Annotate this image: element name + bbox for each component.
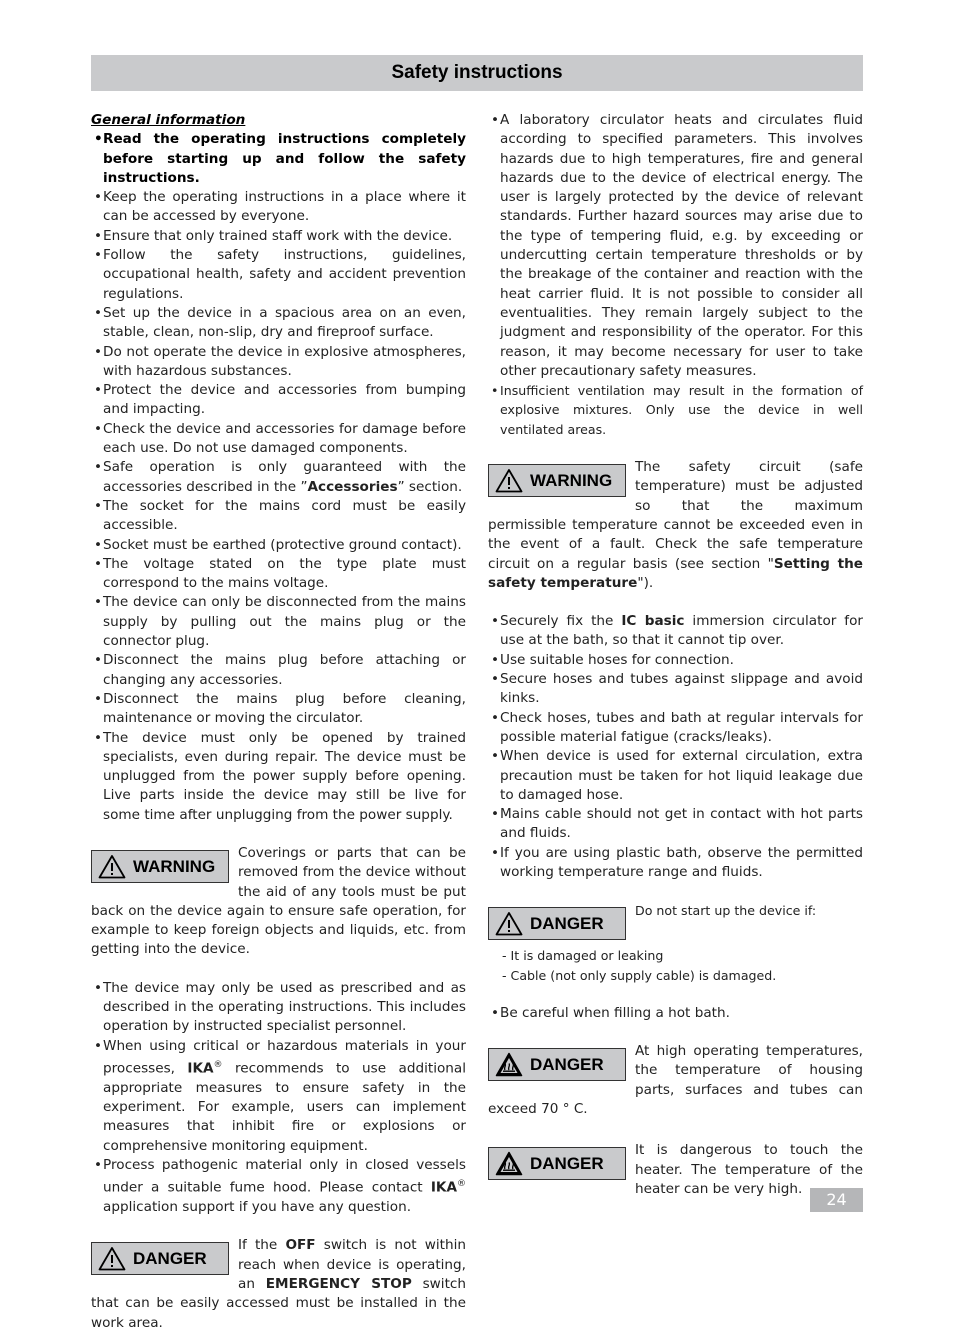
warning-triangle-icon <box>495 911 523 936</box>
list-item: • Read the operating instructions completely before starting up and follow the safety instructions. <box>91 130 466 188</box>
danger-badge <box>488 1048 626 1081</box>
danger-badge <box>488 1147 626 1180</box>
warning-label: WARNING <box>530 470 613 490</box>
list-item: • Mains cable should not get in contact with hot parts and fluids. <box>488 805 863 844</box>
list-item: • Use suitable hoses for connection. <box>488 651 863 670</box>
danger-notice <box>488 901 863 946</box>
list-item: • Check the device and accessories for damage before each use. Do not use damaged components. <box>91 420 466 459</box>
list-item: • Insufficient ventilation may result in the formation of explosive mixtures. Only use the device in well ventilated areas. <box>488 381 863 439</box>
intro-list <box>488 111 863 439</box>
list-item: • Be careful when filling a hot bath. <box>488 1004 863 1023</box>
danger-notice <box>488 1042 863 1119</box>
left-column <box>91 111 466 1333</box>
warning-notice <box>91 844 466 960</box>
warning-label: WARNING <box>133 856 216 876</box>
danger-badge <box>91 1242 229 1275</box>
page-number: 24 <box>810 1188 863 1212</box>
warning-notice <box>488 458 863 593</box>
list-item: • Do not operate the device in explosive atmospheres, with hazardous substances. <box>91 343 466 382</box>
list-item: • Keep the operating instructions in a place where it can be accessed by everyone. <box>91 188 466 227</box>
warning-triangle-icon <box>98 854 126 879</box>
list-item: • Securely fix the IC basic immersion circulator for use at the bath, so that it cannot tip over. <box>488 612 863 651</box>
setup-list <box>488 612 863 882</box>
general-info-list <box>91 130 466 825</box>
list-item: • Disconnect the mains plug before attaching or changing any accessories. <box>91 651 466 690</box>
danger-text: At high operating temperatures, the temperature of housing parts, surfaces and tubes can exceed 70 ° C. <box>488 1043 863 1118</box>
list-item: • Ensure that only trained staff work with the device. <box>91 227 466 246</box>
warning-badge <box>91 850 229 883</box>
list-item: • The device may only be used as prescribed and as described in the operating instructions. This includes operation by instructed specialist personnel. <box>91 979 466 1037</box>
list-item: • The device can only be disconnected from the mains supply by pulling out the mains plug or the connector plug. <box>91 593 466 651</box>
page-title: Safety instructions <box>91 55 863 91</box>
list-item: • If you are using plastic bath, observe the permitted working temperature range and fluids. <box>488 844 863 883</box>
danger-badge <box>488 907 626 940</box>
list-item: • The socket for the mains cord must be easily accessible. <box>91 497 466 536</box>
list-item: • Set up the device in a spacious area on an even, stable, clean, non-slip, dry and fireproof surface. <box>91 304 466 343</box>
list-item: • When using critical or hazardous materials in your processes, IKA® recommends to use additional appropriate measures to ensure safety in the experiment. For example, users can implement measures that inhibit fire or explosions or comprehensive monitoring equipment. <box>91 1037 466 1156</box>
hot-surface-icon <box>495 1052 523 1077</box>
right-column <box>488 111 863 1199</box>
danger-label: DANGER <box>530 914 604 934</box>
list-item: • Follow the safety instructions, guidelines, occupational health, safety and accident prevention regulations. <box>91 246 466 304</box>
dash-item: - Cable (not only supply cable) is damaged. <box>502 967 777 983</box>
danger-notice <box>488 1141 863 1199</box>
warning-text: Coverings or parts that can be removed from the device without the aid of any tools must be put back on the device again to ensure safe operation, for example to keep foreign objects and liquids, etc. from getting into the device. <box>91 844 466 958</box>
list-item: • Protect the device and accessories from bumping and impacting. <box>91 381 466 420</box>
list-item: • Safe operation is only guaranteed with the accessories described in the ”Accessories” section. <box>91 458 466 497</box>
list-item: • A laboratory circulator heats and circulates fluid according to specified parameters. This involves hazards due to high temperatures, fire and general hazards due to the device of electrical energy. The user is largely protected by the device of relevant standards. Further hazard sources may arise due to the type of tempering fluid, e.g. by exceeding or undercutting certain temperature thresholds or by the breakage of the container and reaction with the heat carrier fluid. It is not possible to consider all eventualities. They remain largely subject to the judgment and responsibility of the operator. For this reason, it may become necessary for user to take other precautionary safety measures. <box>488 111 863 381</box>
list-item: • When device is used for external circulation, extra precaution must be taken for hot liquid leakage due to damaged hose. <box>488 747 863 805</box>
danger-text: Do not start up the device if: <box>635 903 817 919</box>
warning-badge <box>488 464 626 497</box>
list-item: • Socket must be earthed (protective ground contact). <box>91 536 466 555</box>
list-item: • The device must only be opened by trained specialists, even during repair. The device must be unplugged from the power supply before opening. Live parts inside the device may still be live for some time after unplugging from the power supply. <box>91 729 466 825</box>
list-item: • Secure hoses and tubes against slippage and avoid kinks. <box>488 670 863 709</box>
usage-list <box>91 979 466 1218</box>
danger-notice <box>91 1236 466 1332</box>
list-item: • Process pathogenic material only in closed vessels under a suitable fume hood. Please contact IKA® application support if you have any question. <box>91 1156 466 1217</box>
warning-text: The safety circuit (safe temperature) must be adjusted so that the maximum permissible temperature cannot be exceeded even in the event of a fault. Check the safe temperature circuit on a regular basis (see section "Setting the safety temperature"). <box>488 459 863 591</box>
list-item: • The voltage stated on the type plate must correspond to the mains voltage. <box>91 555 466 594</box>
list-item: • Disconnect the mains plug before cleaning, maintenance or moving the circulator. <box>91 690 466 729</box>
danger-text: If the OFF switch is not within reach when device is operating, an EMERGENCY STOP switch that can be easily accessed must be installed in the work area. <box>91 1237 466 1331</box>
danger-label: DANGER <box>530 1154 604 1174</box>
list-item: • Check hoses, tubes and bath at regular intervals for possible material fatigue (cracks/leaks). <box>488 709 863 748</box>
danger-label: DANGER <box>133 1249 207 1269</box>
dash-item: - It is damaged or leaking <box>502 948 664 964</box>
filling-list <box>488 1004 863 1023</box>
danger-text: It is dangerous to touch the heater. The temperature of the heater can be very high. <box>635 1142 863 1197</box>
danger-label: DANGER <box>530 1055 604 1075</box>
hot-surface-icon <box>495 1151 523 1176</box>
warning-triangle-icon <box>495 468 523 493</box>
section-heading: General information <box>91 112 246 128</box>
